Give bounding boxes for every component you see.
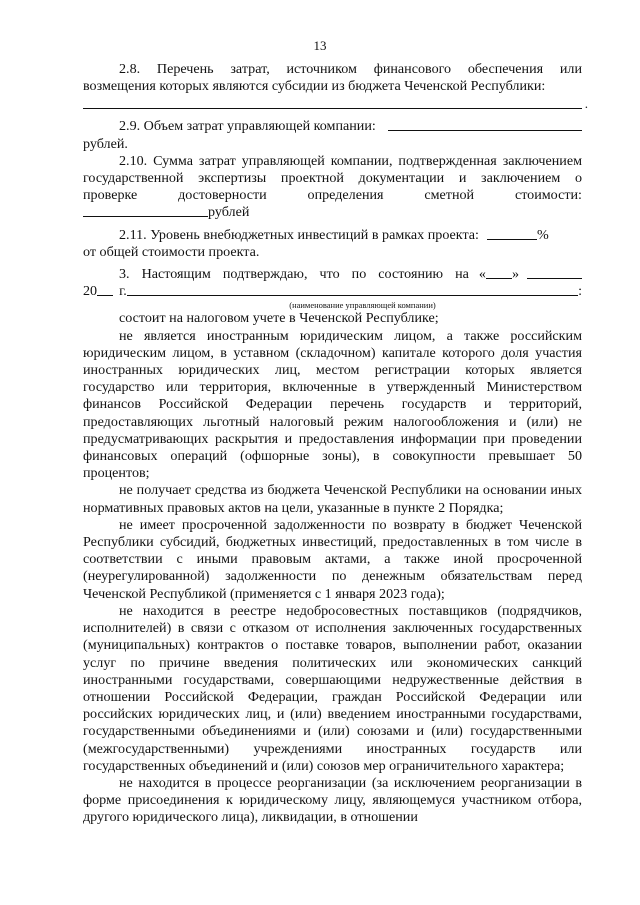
clause-2-10-line3 (83, 187, 582, 204)
condition-paragraph-2: не является иностранным юридическим лицом, а также российским юридическим лицом, в уставном (складочном) капитале которого доля участия иностранных юридических лиц, местом регистрации которых является государство или территория, включенные в утвержденный Министерством финансов Российской Федерации перечень государств и территорий, предоставляющих льготный налоговый режим налогообложения и (или) не предусматривающих раскрытия и предоставления информации при проведении финансовых операций (офшорные зоны), в совокупности превышает 50 процентов; (83, 327, 582, 482)
clause-2-10-word-2: достоверности (178, 187, 267, 204)
clause-3-day-blank (486, 266, 512, 279)
condition-paragraph-3: не получает средства из бюджета Чеченской Республики на основании иных нормативных правовых актов на цели, указанные в пункте 2 Порядка; (83, 482, 582, 516)
clause-2-8-end-dot: . (584, 96, 588, 112)
clause-2-10-word-1: проверке (83, 187, 138, 204)
clause-2-10-line2: государственной экспертизы проектной документации и заключением о (83, 170, 582, 187)
page-number: 13 (313, 38, 327, 53)
clause-3-line1 (83, 266, 582, 283)
clause-2-9-unit: рублей. (83, 135, 128, 152)
company-name-caption: (наименование управляющей компании) (289, 300, 436, 311)
clause-2-11-text: 2.11. Уровень внебюджетных инвестиций в рамках проекта: (119, 226, 479, 243)
clause-2-9-text: 2.9. Объем затрат управляющей компании: (119, 118, 376, 135)
clause-3-text: 3. Настоящим подтверждаю, что по состоянию на (119, 266, 469, 283)
clause-2-10-blank (83, 204, 208, 217)
clause-2-8-line1 (83, 61, 582, 78)
clause-2-8-text1: 2.8. Перечень затрат, источником финансового обеспечения или (119, 61, 582, 77)
clause-2-10-line1: 2.10. Сумма затрат управляющей компании, подтвержденная заключением (119, 152, 582, 169)
clause-2-10-word-5: стоимости: (514, 187, 582, 204)
clause-3-company-blank (127, 283, 578, 296)
clause-2-9-blank (388, 118, 582, 131)
clause-2-8-text2: возмещения которых являются субсидии из бюджета Чеченской Республики: (83, 78, 546, 95)
document-body (83, 61, 588, 827)
clause-2-11 (83, 227, 582, 244)
clause-2-11-blank (487, 227, 537, 240)
clause-2-10-word-4: сметной (424, 187, 475, 204)
clause-3-quote-open: « (478, 266, 486, 283)
clause-3-colon: : (578, 283, 582, 300)
clause-2-10-unit: рублей (208, 204, 250, 221)
condition-paragraph-1: состоит на налоговом учете в Чеченской Республике; (119, 310, 439, 327)
clause-2-10-word-3: определения (307, 187, 384, 204)
clause-3-month-blank (527, 266, 582, 279)
clause-2-11-line2: от общей стоимости проекта. (83, 243, 260, 260)
clause-3-year-blank (97, 283, 113, 296)
clause-3-year-prefix: 20 (83, 283, 98, 300)
clause-2-9 (83, 118, 582, 135)
clause-3-line2 (83, 283, 582, 300)
clause-3-year-suffix: г. (119, 283, 127, 300)
condition-paragraph-4: не имеет просроченной задолженности по возврату в бюджет Чеченской Республики субсидий, бюджетных инвестиций, предоставленных в том числе в соответствии с иными правовым актами, а также иной просроченной (неурегулированной) задолженности по денежным обязательствам перед Чеченской Республикой (применяется с 1 января 2023 года); (83, 516, 582, 602)
clause-2-10-line4 (83, 204, 582, 221)
condition-paragraph-6: не находится в процессе реорганизации (за исключением реорганизации в форме присоединения к юридическому лицу, являющемуся участником отбора, другого юридического лица), ликвидации, в отношении (83, 774, 582, 826)
condition-paragraph-5: не находится в реестре недобросовестных поставщиков (подрядчиков, исполнителей) в связи с отказом от исполнения заключенных государственных (муниципальных) контрактов о поставке товаров, выполнении работ, оказании услуг по причине введения политических или экономических санкций иностранными государствами, совершающими недружественные действия в отношении Российской Федерации, граждан Российской Федерации или российских юридических лиц, и (или) введением иностранными государствами, государственными объединениями и (или) союзами и (или) государственными (межгосударственными) учреждениями иностранных государств или государственных объединений и (или) союзов мер ограничительного характера; (83, 602, 582, 774)
clause-3-quote-close: » (511, 266, 519, 283)
clause-2-11-percent: % (536, 226, 549, 243)
clause-2-8-blank-line (83, 95, 588, 112)
